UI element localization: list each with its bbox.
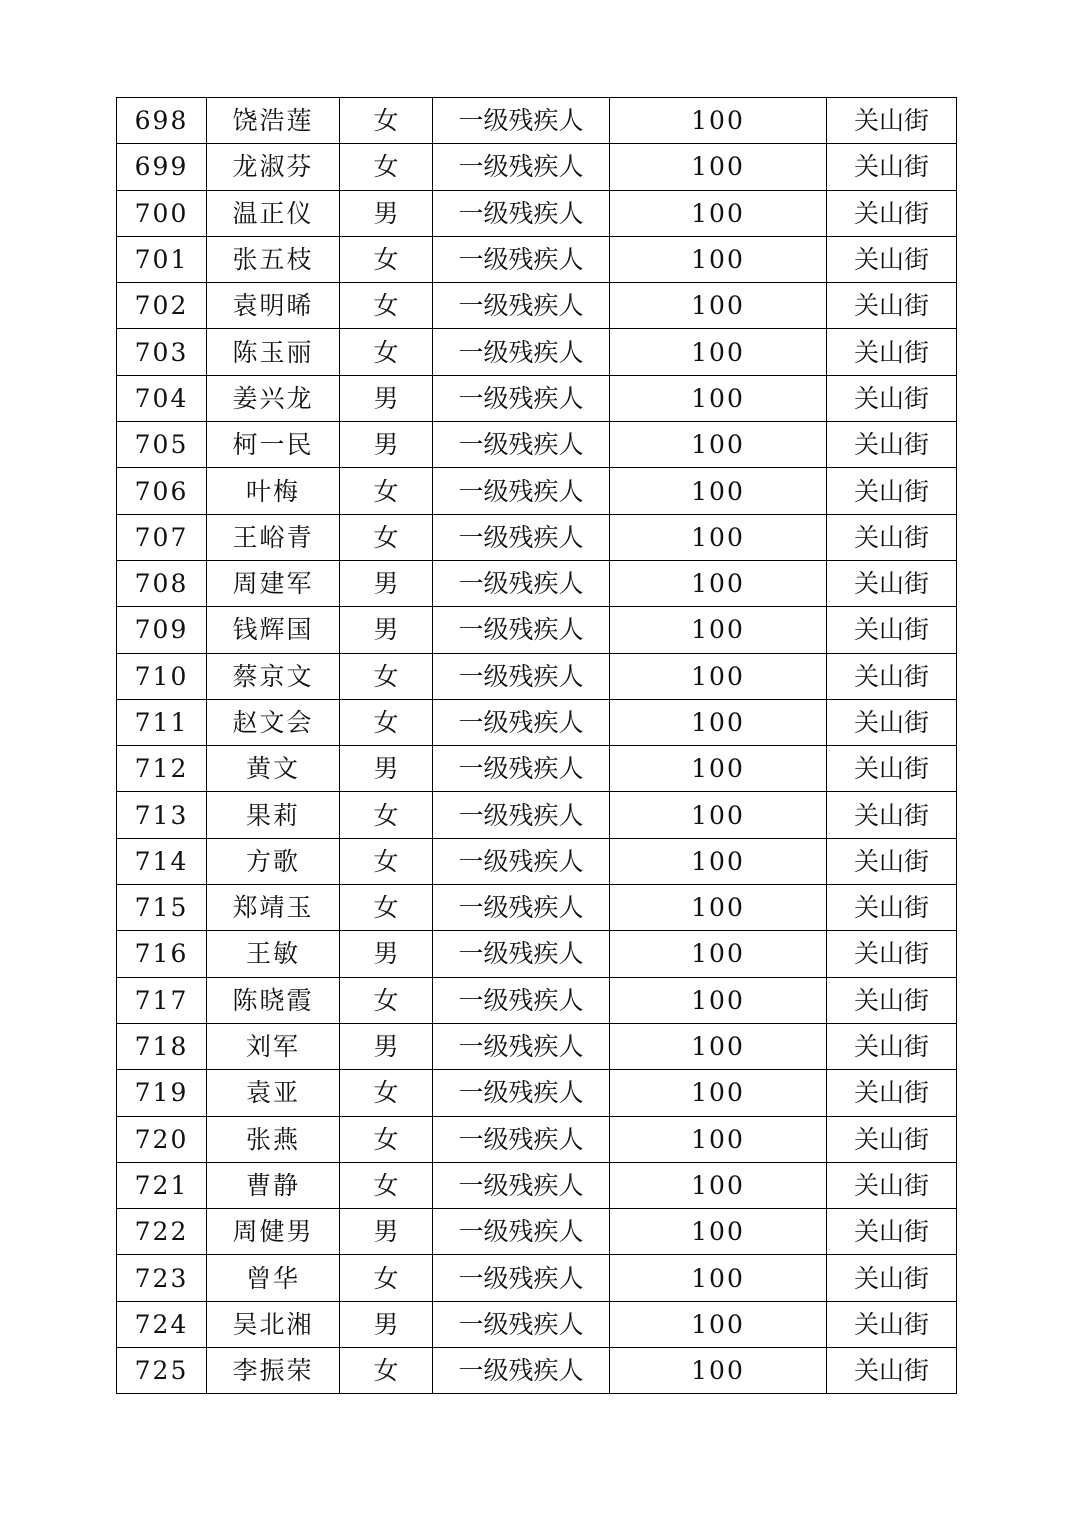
amount-cell: 100 — [610, 98, 827, 144]
street-cell: 关山街 — [827, 931, 957, 977]
amount-cell: 100 — [610, 977, 827, 1023]
gender-cell: 女 — [340, 977, 433, 1023]
serial-number-cell: 722 — [117, 1209, 207, 1255]
gender-cell: 男 — [340, 422, 433, 468]
category-cell: 一级残疾人 — [433, 885, 610, 931]
category-cell: 一级残疾人 — [433, 1255, 610, 1301]
name-cell: 王敏 — [207, 931, 340, 977]
serial-number-cell: 701 — [117, 236, 207, 282]
amount-cell: 100 — [610, 144, 827, 190]
category-cell: 一级残疾人 — [433, 375, 610, 421]
amount-cell: 100 — [610, 792, 827, 838]
table-row — [117, 1209, 957, 1255]
street-cell: 关山街 — [827, 514, 957, 560]
serial-number-cell: 723 — [117, 1255, 207, 1301]
serial-number-cell: 700 — [117, 190, 207, 236]
category-cell: 一级残疾人 — [433, 98, 610, 144]
table-row — [117, 1348, 957, 1394]
serial-number-cell: 707 — [117, 514, 207, 560]
serial-number-cell: 714 — [117, 838, 207, 884]
roster-table-body — [117, 98, 957, 1394]
street-cell: 关山街 — [827, 1162, 957, 1208]
table-row — [117, 468, 957, 514]
street-cell: 关山街 — [827, 144, 957, 190]
gender-cell: 男 — [340, 607, 433, 653]
amount-cell: 100 — [610, 1023, 827, 1069]
serial-number-cell: 706 — [117, 468, 207, 514]
category-cell: 一级残疾人 — [433, 607, 610, 653]
gender-cell: 男 — [340, 1023, 433, 1069]
name-cell: 曾华 — [207, 1255, 340, 1301]
category-cell: 一级残疾人 — [433, 1116, 610, 1162]
table-row — [117, 1023, 957, 1069]
serial-number-cell: 713 — [117, 792, 207, 838]
table-row — [117, 607, 957, 653]
amount-cell: 100 — [610, 746, 827, 792]
street-cell: 关山街 — [827, 746, 957, 792]
street-cell: 关山街 — [827, 236, 957, 282]
table-row — [117, 1162, 957, 1208]
category-cell: 一级残疾人 — [433, 283, 610, 329]
gender-cell: 女 — [340, 144, 433, 190]
gender-cell: 女 — [340, 283, 433, 329]
serial-number-cell: 710 — [117, 653, 207, 699]
gender-cell: 女 — [340, 1255, 433, 1301]
gender-cell: 男 — [340, 1301, 433, 1347]
gender-cell: 女 — [340, 838, 433, 884]
serial-number-cell: 721 — [117, 1162, 207, 1208]
name-cell: 张燕 — [207, 1116, 340, 1162]
serial-number-cell: 725 — [117, 1348, 207, 1394]
serial-number-cell: 703 — [117, 329, 207, 375]
gender-cell: 男 — [340, 375, 433, 421]
serial-number-cell: 715 — [117, 885, 207, 931]
gender-cell: 女 — [340, 1162, 433, 1208]
table-row — [117, 746, 957, 792]
name-cell: 周建军 — [207, 560, 340, 606]
amount-cell: 100 — [610, 1116, 827, 1162]
street-cell: 关山街 — [827, 375, 957, 421]
street-cell: 关山街 — [827, 329, 957, 375]
gender-cell: 女 — [340, 329, 433, 375]
gender-cell: 男 — [340, 931, 433, 977]
serial-number-cell: 704 — [117, 375, 207, 421]
serial-number-cell: 698 — [117, 98, 207, 144]
category-cell: 一级残疾人 — [433, 977, 610, 1023]
category-cell: 一级残疾人 — [433, 329, 610, 375]
category-cell: 一级残疾人 — [433, 422, 610, 468]
name-cell: 陈晓霞 — [207, 977, 340, 1023]
street-cell: 关山街 — [827, 699, 957, 745]
name-cell: 张五枝 — [207, 236, 340, 282]
serial-number-cell: 724 — [117, 1301, 207, 1347]
category-cell: 一级残疾人 — [433, 468, 610, 514]
amount-cell: 100 — [610, 1162, 827, 1208]
gender-cell: 女 — [340, 1116, 433, 1162]
amount-cell: 100 — [610, 607, 827, 653]
street-cell: 关山街 — [827, 1301, 957, 1347]
serial-number-cell: 718 — [117, 1023, 207, 1069]
table-row — [117, 329, 957, 375]
name-cell: 钱辉国 — [207, 607, 340, 653]
name-cell: 姜兴龙 — [207, 375, 340, 421]
gender-cell: 女 — [340, 98, 433, 144]
street-cell: 关山街 — [827, 190, 957, 236]
amount-cell: 100 — [610, 885, 827, 931]
category-cell: 一级残疾人 — [433, 1070, 610, 1116]
name-cell: 叶梅 — [207, 468, 340, 514]
street-cell: 关山街 — [827, 422, 957, 468]
gender-cell: 女 — [340, 653, 433, 699]
amount-cell: 100 — [610, 1301, 827, 1347]
category-cell: 一级残疾人 — [433, 746, 610, 792]
gender-cell: 女 — [340, 1348, 433, 1394]
table-row — [117, 98, 957, 144]
amount-cell: 100 — [610, 236, 827, 282]
name-cell: 饶浩莲 — [207, 98, 340, 144]
name-cell: 刘军 — [207, 1023, 340, 1069]
category-cell: 一级残疾人 — [433, 838, 610, 884]
amount-cell: 100 — [610, 283, 827, 329]
gender-cell: 男 — [340, 560, 433, 606]
street-cell: 关山街 — [827, 885, 957, 931]
street-cell: 关山街 — [827, 560, 957, 606]
category-cell: 一级残疾人 — [433, 1023, 610, 1069]
table-row — [117, 792, 957, 838]
street-cell: 关山街 — [827, 653, 957, 699]
name-cell: 郑靖玉 — [207, 885, 340, 931]
gender-cell: 女 — [340, 1070, 433, 1116]
name-cell: 周健男 — [207, 1209, 340, 1255]
serial-number-cell: 709 — [117, 607, 207, 653]
table-row — [117, 977, 957, 1023]
serial-number-cell: 716 — [117, 931, 207, 977]
gender-cell: 女 — [340, 468, 433, 514]
table-row — [117, 653, 957, 699]
gender-cell: 男 — [340, 1209, 433, 1255]
table-row — [117, 283, 957, 329]
amount-cell: 100 — [610, 1209, 827, 1255]
serial-number-cell: 717 — [117, 977, 207, 1023]
name-cell: 黄文 — [207, 746, 340, 792]
gender-cell: 女 — [340, 514, 433, 560]
table-row — [117, 422, 957, 468]
street-cell: 关山街 — [827, 977, 957, 1023]
category-cell: 一级残疾人 — [433, 144, 610, 190]
street-cell: 关山街 — [827, 1023, 957, 1069]
name-cell: 袁亚 — [207, 1070, 340, 1116]
table-row — [117, 144, 957, 190]
table-row — [117, 190, 957, 236]
gender-cell: 男 — [340, 190, 433, 236]
table-row — [117, 236, 957, 282]
table-row — [117, 1255, 957, 1301]
category-cell: 一级残疾人 — [433, 1209, 610, 1255]
table-row — [117, 1301, 957, 1347]
category-cell: 一级残疾人 — [433, 1162, 610, 1208]
name-cell: 曹静 — [207, 1162, 340, 1208]
table-row — [117, 514, 957, 560]
gender-cell: 女 — [340, 699, 433, 745]
category-cell: 一级残疾人 — [433, 1301, 610, 1347]
name-cell: 果莉 — [207, 792, 340, 838]
table-row — [117, 699, 957, 745]
roster-table — [116, 97, 957, 1394]
serial-number-cell: 699 — [117, 144, 207, 190]
name-cell: 蔡京文 — [207, 653, 340, 699]
serial-number-cell: 705 — [117, 422, 207, 468]
street-cell: 关山街 — [827, 1255, 957, 1301]
amount-cell: 100 — [610, 514, 827, 560]
name-cell: 陈玉丽 — [207, 329, 340, 375]
category-cell: 一级残疾人 — [433, 931, 610, 977]
amount-cell: 100 — [610, 422, 827, 468]
category-cell: 一级残疾人 — [433, 514, 610, 560]
street-cell: 关山街 — [827, 792, 957, 838]
table-row — [117, 838, 957, 884]
amount-cell: 100 — [610, 931, 827, 977]
name-cell: 袁明晞 — [207, 283, 340, 329]
amount-cell: 100 — [610, 329, 827, 375]
gender-cell: 女 — [340, 792, 433, 838]
amount-cell: 100 — [610, 190, 827, 236]
name-cell: 吴北湘 — [207, 1301, 340, 1347]
amount-cell: 100 — [610, 375, 827, 421]
table-row — [117, 375, 957, 421]
gender-cell: 男 — [340, 746, 433, 792]
amount-cell: 100 — [610, 1070, 827, 1116]
street-cell: 关山街 — [827, 1348, 957, 1394]
name-cell: 王峪青 — [207, 514, 340, 560]
name-cell: 龙淑芬 — [207, 144, 340, 190]
name-cell: 方歌 — [207, 838, 340, 884]
amount-cell: 100 — [610, 838, 827, 884]
name-cell: 柯一民 — [207, 422, 340, 468]
serial-number-cell: 711 — [117, 699, 207, 745]
table-row — [117, 560, 957, 606]
table-row — [117, 931, 957, 977]
street-cell: 关山街 — [827, 1116, 957, 1162]
amount-cell: 100 — [610, 560, 827, 606]
street-cell: 关山街 — [827, 98, 957, 144]
category-cell: 一级残疾人 — [433, 190, 610, 236]
gender-cell: 女 — [340, 885, 433, 931]
amount-cell: 100 — [610, 1348, 827, 1394]
street-cell: 关山街 — [827, 283, 957, 329]
street-cell: 关山街 — [827, 607, 957, 653]
amount-cell: 100 — [610, 653, 827, 699]
serial-number-cell: 720 — [117, 1116, 207, 1162]
table-row — [117, 1116, 957, 1162]
street-cell: 关山街 — [827, 468, 957, 514]
street-cell: 关山街 — [827, 838, 957, 884]
serial-number-cell: 708 — [117, 560, 207, 606]
name-cell: 温正仪 — [207, 190, 340, 236]
amount-cell: 100 — [610, 699, 827, 745]
category-cell: 一级残疾人 — [433, 699, 610, 745]
gender-cell: 女 — [340, 236, 433, 282]
amount-cell: 100 — [610, 1255, 827, 1301]
serial-number-cell: 702 — [117, 283, 207, 329]
serial-number-cell: 712 — [117, 746, 207, 792]
name-cell: 赵文会 — [207, 699, 340, 745]
name-cell: 李振荣 — [207, 1348, 340, 1394]
street-cell: 关山街 — [827, 1070, 957, 1116]
table-row — [117, 885, 957, 931]
category-cell: 一级残疾人 — [433, 236, 610, 282]
category-cell: 一级残疾人 — [433, 792, 610, 838]
serial-number-cell: 719 — [117, 1070, 207, 1116]
category-cell: 一级残疾人 — [433, 653, 610, 699]
category-cell: 一级残疾人 — [433, 560, 610, 606]
category-cell: 一级残疾人 — [433, 1348, 610, 1394]
amount-cell: 100 — [610, 468, 827, 514]
table-row — [117, 1070, 957, 1116]
street-cell: 关山街 — [827, 1209, 957, 1255]
